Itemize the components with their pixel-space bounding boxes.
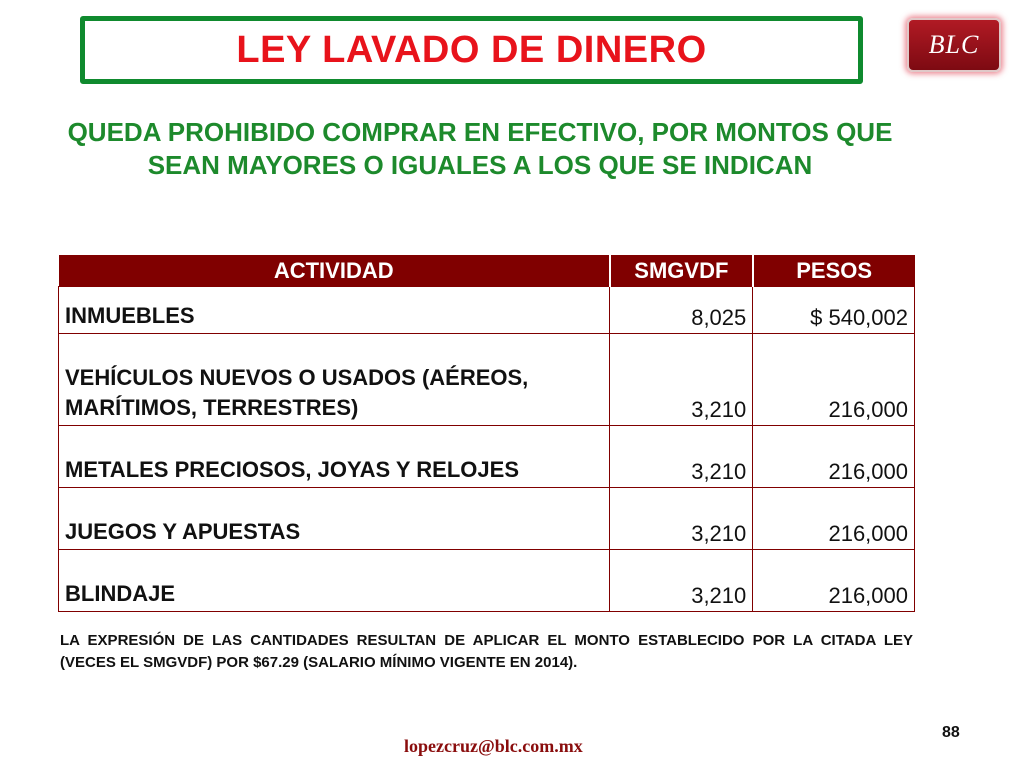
pesos-cell: 216,000 (753, 550, 915, 612)
activity-cell: METALES PRECIOSOS, JOYAS Y RELOJES (59, 426, 610, 488)
activity-cell: VEHÍCULOS NUEVOS O USADOS (AÉREOS, MARÍTIMOS, TERRESTRES) (59, 334, 610, 426)
title-frame (80, 16, 863, 84)
table-row (59, 287, 915, 334)
smgvdf-cell: 3,210 (610, 426, 753, 488)
activity-table (58, 255, 915, 612)
logo-text: BLC (928, 30, 980, 59)
slide-subtitle: QUEDA PROHIBIDO COMPRAR EN EFECTIVO, POR MONTOS QUE SEAN MAYORES O IGUALES A LOS QUE SE INDICAN (67, 117, 893, 180)
activity-cell: INMUEBLES (59, 287, 610, 334)
contact-email[interactable]: lopezcruz@blc.com.mx (404, 736, 583, 756)
smgvdf-cell: 3,210 (610, 488, 753, 550)
page-number: 88 (942, 724, 960, 741)
table-row (59, 550, 915, 612)
table-row (59, 426, 915, 488)
pesos-cell: 216,000 (753, 488, 915, 550)
footnote: LA EXPRESIÓN DE LAS CANTIDADES RESULTAN DE APLICAR EL MONTO ESTABLECIDO POR LA CITADA LEY (VECES EL SMGVDF) POR $67.29 (SALARIO MÍNIMO VIGENTE EN 2014). (60, 632, 913, 671)
activity-cell: JUEGOS Y APUESTAS (59, 488, 610, 550)
smgvdf-cell: 3,210 (610, 550, 753, 612)
smgvdf-cell: 8,025 (610, 287, 753, 334)
header-pesos: PESOS (753, 255, 915, 287)
header-smgvdf: SMGVDF (610, 255, 753, 287)
table-header-row (59, 255, 915, 287)
table-row (59, 488, 915, 550)
pesos-cell: 216,000 (753, 334, 915, 426)
activity-cell: BLINDAJE (59, 550, 610, 612)
header-actividad: ACTIVIDAD (59, 255, 610, 287)
pesos-cell: $ 540,002 (753, 287, 915, 334)
slide-title: LEY LAVADO DE DINERO (236, 28, 707, 71)
smgvdf-cell: 3,210 (610, 334, 753, 426)
blc-logo (907, 18, 1001, 72)
pesos-cell: 216,000 (753, 426, 915, 488)
table-row (59, 334, 915, 426)
